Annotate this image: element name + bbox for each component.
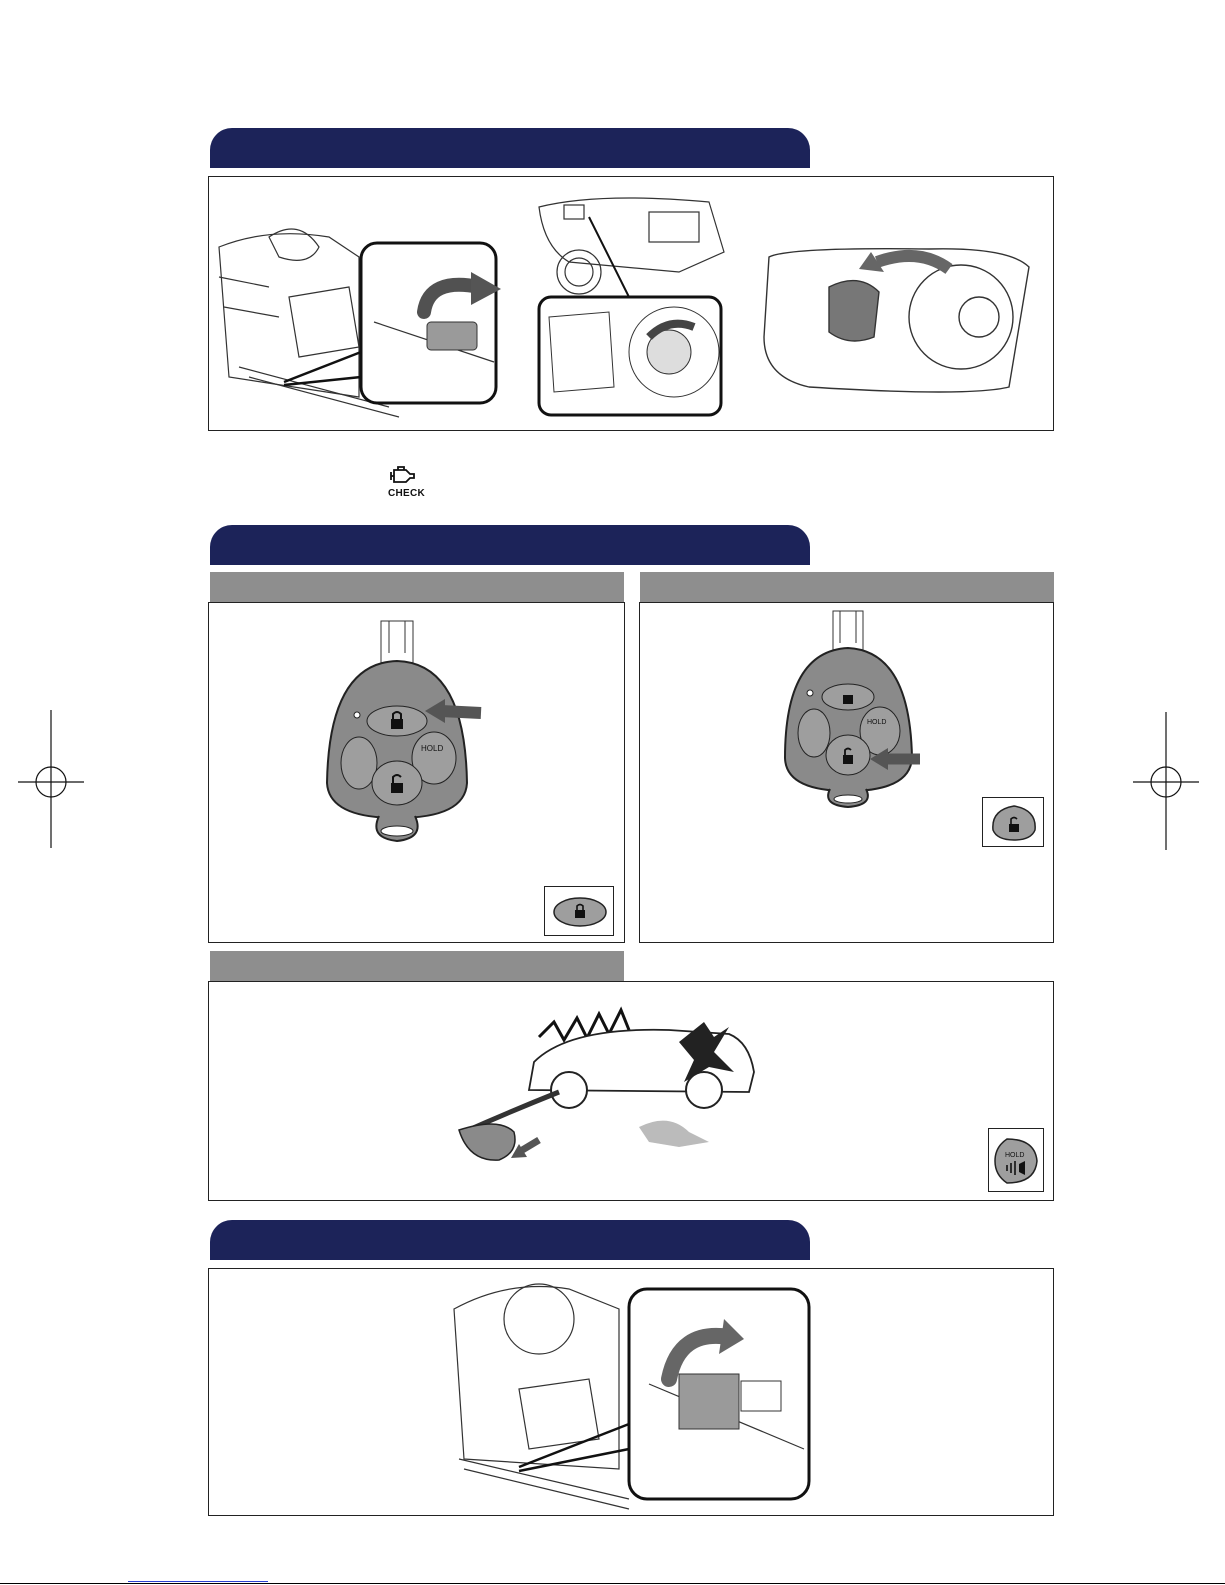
panic-alarm-illustration [209, 982, 1055, 1202]
registration-mark-right [1133, 712, 1199, 850]
fuel-illustration-frame [208, 176, 1054, 431]
subsection-bar-unlock [640, 572, 1054, 602]
section-header-trunk [210, 1220, 810, 1260]
trunk-lever-shape [679, 1374, 739, 1429]
fuel-lever-shape [427, 322, 477, 350]
panic-label: HOLD [421, 744, 444, 753]
panic-panel [208, 981, 1054, 1201]
remote-unlock-illustration [640, 603, 1055, 944]
unlock-button-icon-box [982, 797, 1044, 847]
interior-floor-drawing [454, 1284, 629, 1509]
fuel-door-illustration [209, 177, 1055, 432]
unlock-icon [1009, 824, 1019, 832]
subsection-bar-lock [210, 572, 624, 602]
unlock-icon [391, 783, 403, 793]
lock-icon [575, 910, 585, 918]
trunk-release-illustration [209, 1269, 1055, 1517]
section-header-fuel [210, 128, 810, 168]
panic-label: HOLD [1005, 1152, 1025, 1159]
subsection-bar-panic [210, 951, 624, 981]
zoom-inset-fuel-cap [539, 297, 721, 415]
unlock-icon [843, 755, 853, 764]
panic-button-icon-box [988, 1128, 1044, 1192]
unlock-panel [639, 602, 1054, 943]
lock-icon [391, 719, 403, 729]
check-engine-label: CHECK [388, 488, 426, 499]
trunk-illustration-frame [208, 1268, 1054, 1516]
svg-text:HOLD: HOLD [867, 719, 887, 726]
section-header-remote [210, 525, 810, 565]
lock-button-icon-box [544, 886, 614, 936]
check-engine-icon [388, 466, 416, 486]
remote-in-hand [459, 1124, 515, 1160]
lock-icon [843, 695, 853, 704]
page-bottom-rule [0, 1583, 1225, 1584]
page-bottom-link[interactable] [128, 1581, 268, 1582]
car-rear-drawing [539, 198, 724, 294]
fuel-cap-drawing [764, 249, 1029, 392]
registration-mark-left [18, 710, 84, 848]
